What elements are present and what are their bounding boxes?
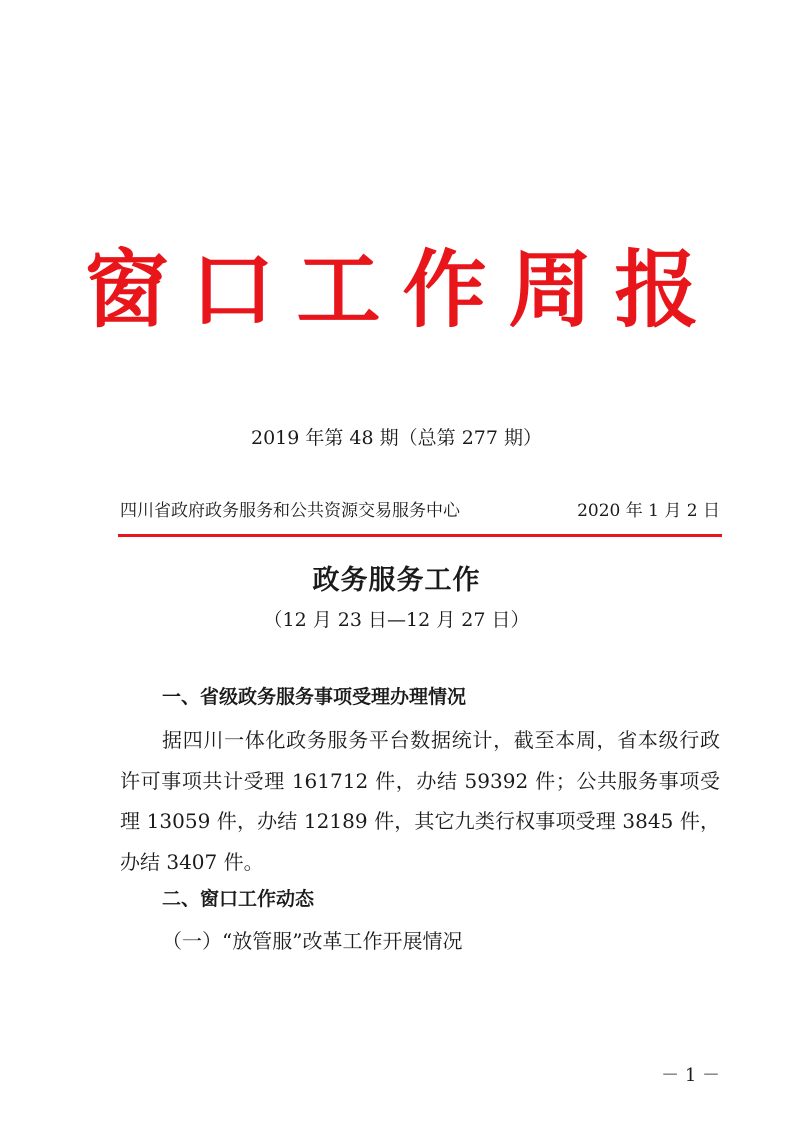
heading-provincial-services: 一、省级政务服务事项受理办理情况 [162,686,467,708]
heading-window-updates: 二、窗口工作动态 [162,888,315,910]
issuing-organization: 四川省政府政务服务和公共资源交易服务中心 [120,501,460,521]
statistics-paragraph: 据四川一体化政务服务平台数据统计，截至本周，省本级行政许可事项共计受理 161712 件，办结 59392 件；公共服务事项受理 13059 件，办结 12189 件，其它九类行权事项受理 3845 件，办结 3407 件。 [120,728,720,874]
red-divider [118,534,722,537]
issue-date: 2020 年 1 月 2 日 [577,501,720,521]
masthead-title: 窗口工作周报 [84,240,721,339]
page-number: － 1 － [661,1065,720,1086]
reporting-period: （12 月 23 日—12 月 27 日） [263,609,530,631]
heading-reform-progress: （一）“放管服”改革工作开展情况 [162,929,463,953]
issue-number: 2019 年第 48 期（总第 277 期） [251,427,542,449]
section-title: 政务服务工作 [312,565,481,596]
